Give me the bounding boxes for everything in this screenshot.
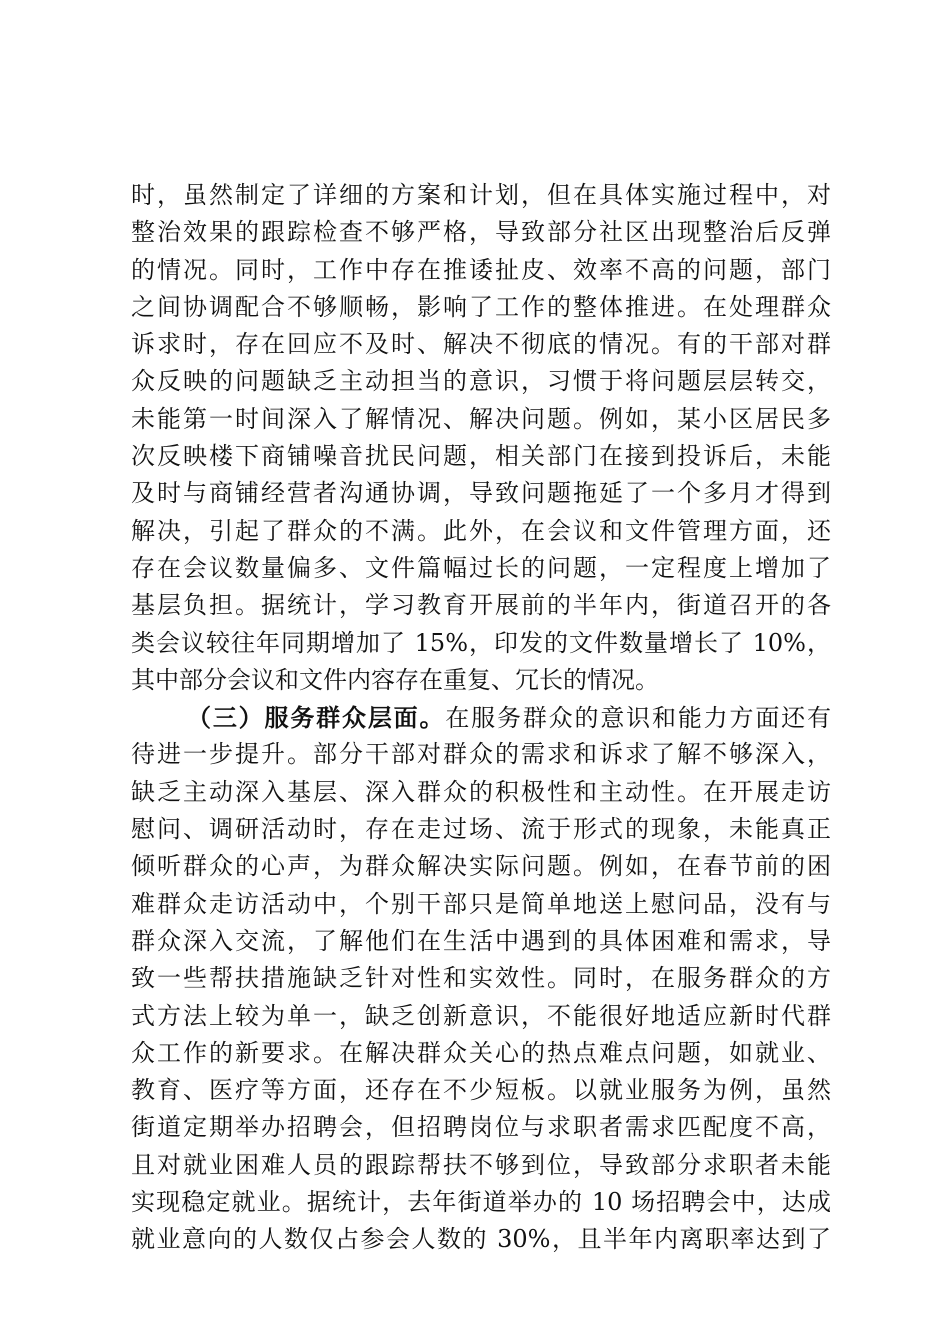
paragraph-1-line: 众反映的问题缺乏主动担当的意识，习惯于将问题层层转交，: [131, 367, 831, 396]
paragraph-2-line: 倾听群众的心声，为群众解决实际问题。例如，在春节前的困: [131, 852, 831, 881]
paragraph-2-line: 众工作的新要求。在解决群众关心的热点难点问题，如就业、: [131, 1038, 831, 1067]
paragraph-2-line: 群众深入交流，了解他们在生活中遇到的具体困难和需求，导: [131, 926, 831, 955]
paragraph-1-line: 之间协调配合不够顺畅，影响了工作的整体推进。在处理群众: [131, 292, 831, 321]
paragraph-2-line: 缺乏主动深入基层、深入群众的积极性和主动性。在开展走访: [131, 777, 831, 806]
paragraph-1-line: 其中部分会议和文件内容存在重复、冗长的情况。: [131, 665, 659, 694]
paragraph-2-line: 待进一步提升。部分干部对群众的需求和诉求了解不够深入，: [131, 740, 831, 769]
body-text: [131, 177, 831, 1259]
paragraph-2-line: 致一些帮扶措施缺乏针对性和实效性。同时，在服务群众的方: [131, 964, 831, 993]
paragraph-1-line: 类会议较往年同期增加了 15%，印发的文件数量增长了 10%，: [131, 628, 831, 657]
paragraph-2-line: 且对就业困难人员的跟踪帮扶不够到位，导致部分求职者未能: [131, 1150, 831, 1179]
paragraph-1-line: 时，虽然制定了详细的方案和计划，但在具体实施过程中，对: [131, 181, 831, 209]
paragraph-1-line: 存在会议数量偏多、文件篇幅过长的问题，一定程度上增加了: [131, 553, 831, 582]
paragraph-2-line: 式方法上较为单一，缺乏创新意识，不能很好地适应新时代群: [131, 1001, 831, 1030]
paragraph-2-line: 教育、医疗等方面，还存在不少短板。以就业服务为例，虽然: [131, 1076, 831, 1105]
paragraph-1-line: 的情况。同时，工作中存在推诿扯皮、效率不高的问题，部门: [131, 255, 831, 284]
paragraph-1-line: 诉求时，存在回应不及时、解决不彻底的情况。有的干部对群: [131, 330, 831, 359]
paragraph-2-line: 街道定期举办招聘会，但招聘岗位与求职者需求匹配度不高，: [131, 1113, 831, 1142]
paragraph-1-line: 及时与商铺经营者沟通协调，导致问题拖延了一个多月才得到: [131, 479, 831, 508]
paragraph-2-line: 慰问、调研活动时，存在走过场、流于形式的现象，未能真正: [131, 815, 831, 844]
paragraph-2-line: 难群众走访活动中，个别干部只是简单地送上慰问品，没有与: [131, 889, 831, 918]
paragraph-1-line: 解决，引起了群众的不满。此外，在会议和文件管理方面，还: [131, 516, 831, 545]
paragraph-2-first-line-text: 在服务群众的意识和能力方面还有: [445, 704, 832, 733]
paragraph-2-first-line: [131, 699, 831, 736]
paragraph-2-line: 就业意向的人数仅占参会人数的 30%，且半年内离职率达到了: [131, 1225, 831, 1254]
paragraph-1-line: 未能第一时间深入了解情况、解决问题。例如，某小区居民多: [131, 404, 831, 433]
paragraph-1-line: 整治效果的跟踪检查不够严格，导致部分社区出现整治后反弹: [131, 218, 831, 247]
paragraph-2-line: 实现稳定就业。据统计，去年街道举办的 10 场招聘会中，达成: [131, 1188, 831, 1217]
paragraph-1-line: 基层负担。据统计，学习教育开展前的半年内，街道召开的各: [131, 591, 831, 620]
paragraph-1-line: 次反映楼下商铺噪音扰民问题，相关部门在接到投诉后，未能: [131, 442, 831, 471]
section-heading: （三）服务群众层面。: [187, 703, 446, 733]
